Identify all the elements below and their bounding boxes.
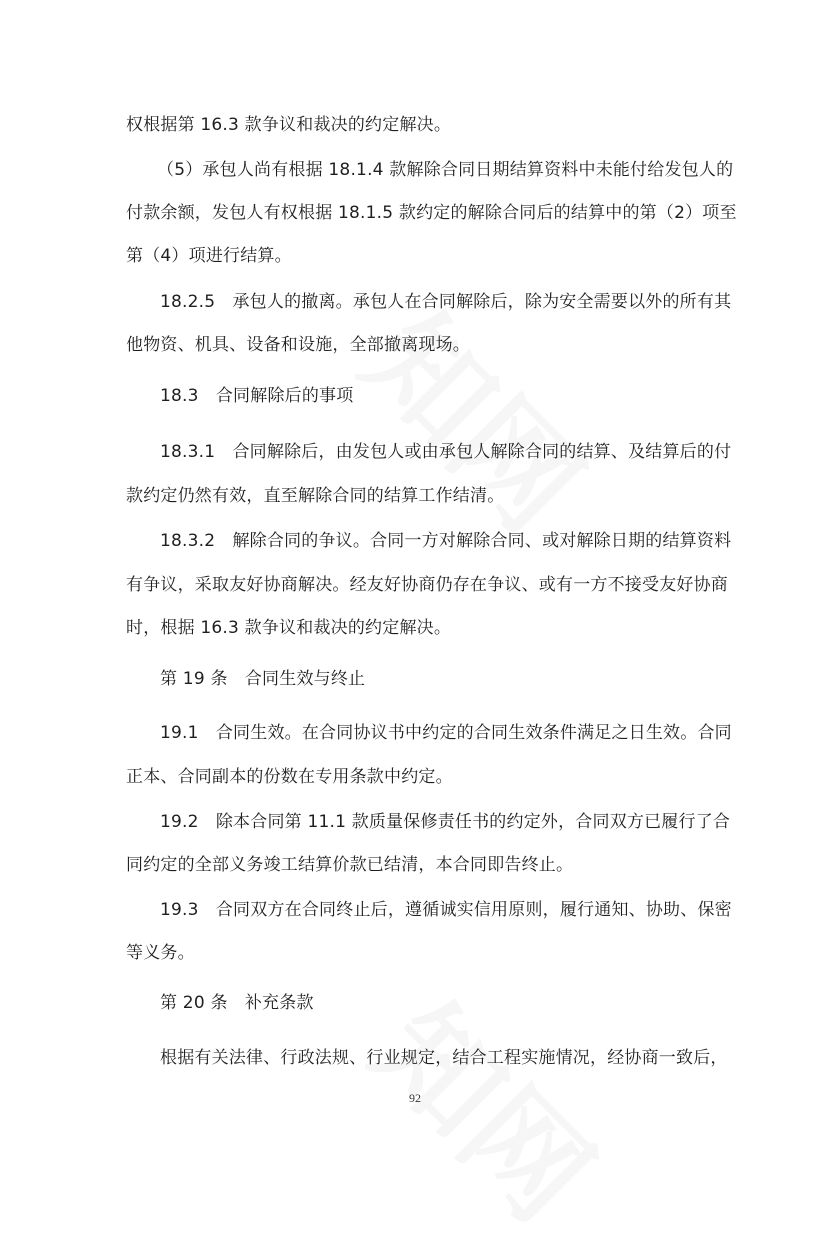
paragraph-line: 18.2.5 承包人的撤离。承包人在合同解除后，除为安全需要以外的所有其	[160, 292, 732, 312]
paragraph-line: 有争议，采取友好协商解决。经友好协商仍存在争议、或有一方不接受友好协商	[126, 575, 728, 595]
article-heading: 第 19 条 合同生效与终止	[160, 669, 366, 689]
section-heading: 18.3 合同解除后的事项	[160, 386, 354, 406]
paragraph-line: 款约定仍然有效，直至解除合同的结算工作结清。	[126, 486, 505, 506]
watermark	[344, 960, 635, 1251]
watermark	[334, 270, 625, 561]
paragraph-line: 时，根据 16.3 款争议和裁决的约定解决。	[126, 618, 452, 638]
paragraph-line: 他物资、机具、设备和设施，全部撤离现场。	[126, 335, 470, 355]
paragraph-line: 18.3.1 合同解除后，由发包人或由承包人解除合同的结算、及结算后的付	[160, 442, 732, 462]
paragraph-line: 正本、合同副本的份数在专用条款中约定。	[126, 767, 453, 787]
page-number: 92	[409, 1091, 421, 1105]
paragraph-line: 根据有关法律、行政法规、行业规定，结合工程实施情况，经协商一致后，	[160, 1048, 728, 1068]
paragraph-line: 19.2 除本合同第 11.1 款质量保修责任书的约定外，合同双方已履行了合	[160, 812, 731, 832]
paragraph-line: 同约定的全部义务竣工结算价款已结清，本合同即告终止。	[126, 855, 574, 875]
paragraph-line: 等义务。	[126, 943, 195, 963]
paragraph-line: 19.3 合同双方在合同终止后，遵循诚实信用原则，履行通知、协助、保密	[160, 900, 732, 920]
article-heading: 第 20 条 补充条款	[160, 993, 314, 1013]
paragraph-line: 19.1 合同生效。在合同协议书中约定的合同生效条件满足之日生效。合同	[160, 723, 732, 743]
paragraph-line: 权根据第 16.3 款争议和裁决的约定解决。	[126, 115, 452, 135]
paragraph-line: 第（4）项进行结算。	[126, 246, 292, 266]
paragraph-line: 18.3.2 解除合同的争议。合同一方对解除合同、或对解除日期的结算资料	[160, 531, 732, 551]
paragraph-line: （5）承包人尚有根据 18.1.4 款解除合同日期结算资料中未能付给发包人的	[157, 160, 734, 180]
paragraph-line: 付款余额，发包人有权根据 18.1.5 款约定的解除合同后的结算中的第（2）项至	[126, 203, 737, 223]
